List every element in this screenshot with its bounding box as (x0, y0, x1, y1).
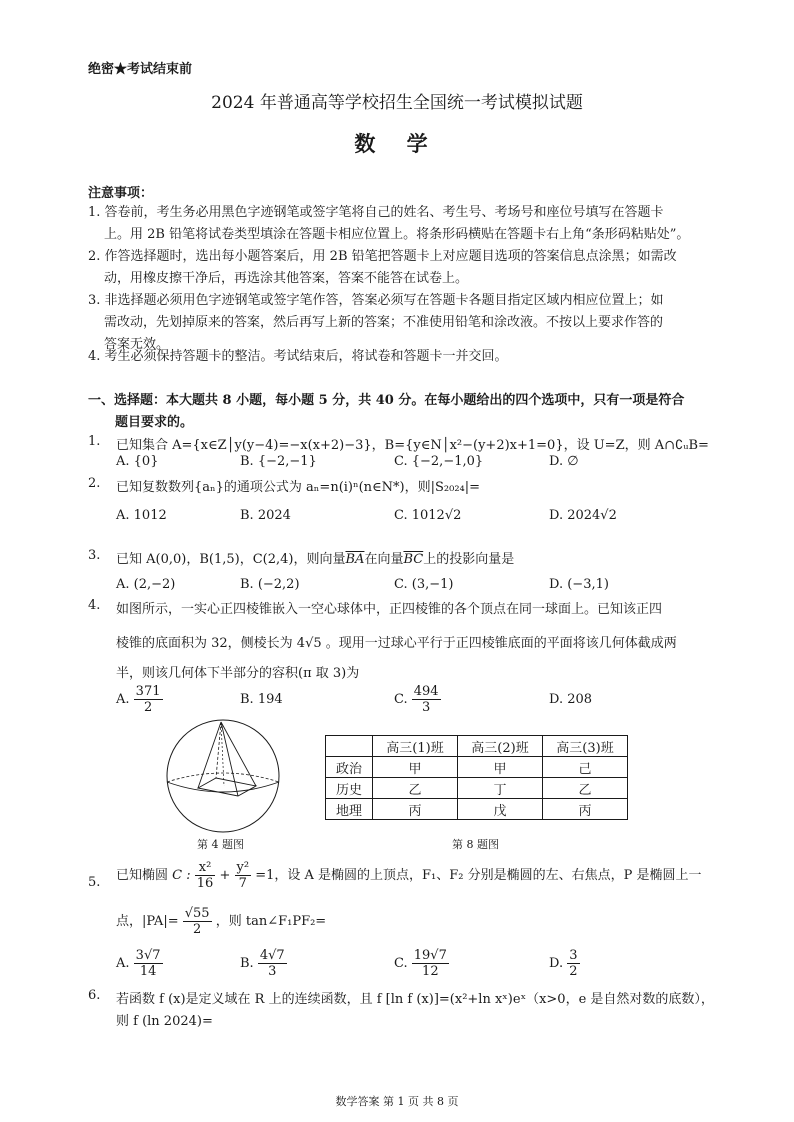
table-row (326, 799, 628, 820)
note-2-line-2: 动，用橡皮擦干净后，再选涂其他答案，答案不能答在试卷上。 (104, 271, 469, 286)
note-2-line-1: 2. 作答选择题时，选出每小题答案后，用 2B 铅笔把答题卡上对应题目选项的答案信息点涂黑；如需改 (88, 249, 677, 264)
table-row (326, 757, 628, 778)
q4-sphere-pyramid-figure (158, 716, 288, 834)
q4-option-c-fraction (412, 684, 441, 715)
note-1-line-1: 1. 答卷前，考生务必用黑色字迹钢笔或签字笔将自己的姓名、考生号、考场号和座位号填写在答题卡 (88, 205, 664, 220)
q4-option-a (116, 684, 163, 715)
q5-pa-text: 点，|PA|= (116, 914, 179, 929)
table-cell: 乙 (543, 778, 628, 799)
figure-8-caption: 第 8 题图 (452, 838, 499, 851)
q5-option-b-numerator: 4√7 (259, 948, 285, 963)
q5-pa-denominator: 2 (193, 922, 202, 937)
note-4 (88, 346, 710, 368)
pyramid-base (198, 778, 256, 796)
note-2 (88, 246, 710, 290)
section-1-heading (88, 390, 718, 434)
note-4-line-1: 4. 考生必须保持答题卡的整洁。考试结束后，将试卷和答题卡一并交回。 (88, 349, 508, 364)
q1-option-b: B. {−2,−1} (240, 454, 317, 469)
subject-title: 数 学 (354, 131, 440, 156)
q3-text (116, 548, 514, 567)
q2-option-c: C. 1012√2 (394, 508, 462, 523)
q5-number: 5. (88, 875, 101, 890)
q5-x-numerator: x² (195, 860, 216, 876)
q2-number: 2. (88, 476, 101, 491)
q5-option-c-fraction (412, 948, 449, 979)
table-cell: 甲 (373, 757, 458, 778)
q2-option-b: B. 2024 (240, 508, 291, 523)
q4-option-a-label: A. (116, 692, 130, 707)
page-footer: 数学答案 第 1 页 共 8 页 (335, 1095, 459, 1108)
q6-line-2: 则 f (ln 2024)= (116, 1014, 213, 1029)
q5-option-c-numerator: 19√7 (413, 948, 447, 963)
q5-option-d-fraction (567, 948, 579, 979)
q5-plus-sign: + (219, 868, 231, 883)
q5-option-a-denominator: 14 (139, 964, 157, 979)
q1-option-d: D. ∅ (549, 454, 579, 469)
q5-option-b (240, 948, 287, 979)
sphere-equator-front (167, 782, 279, 792)
sphere-equator-back (167, 773, 279, 782)
q4-option-c (394, 684, 441, 715)
table-cell: 甲 (458, 757, 543, 778)
notes-heading: 注意事项： (88, 186, 154, 201)
q3-option-a: A. (2,−2) (116, 577, 176, 592)
q8-class-table (325, 735, 628, 820)
table-row (326, 778, 628, 799)
q3-text-b: 在向量 (364, 552, 404, 567)
q3-vector-bc: $\overline{BC}$ (403, 552, 424, 567)
q4-line-3: 半，则该几何体下半部分的容积(π 取 3)为 (116, 666, 360, 681)
q4-line-2: 棱锥的底面积为 32，侧棱长为 4√5 。现用一过球心平行于正四棱锥底面的平面将该几何体截成两 (116, 636, 677, 651)
note-1 (88, 202, 710, 246)
q5-line-1 (116, 860, 702, 891)
q1-option-a: A. {0} (116, 454, 159, 469)
q5-option-a (116, 948, 163, 979)
section-1-line-2: 题目要求的。 (115, 415, 194, 430)
q5-option-d-label: D. (549, 956, 564, 971)
q5-option-a-numerator: 3√7 (135, 948, 161, 963)
q3-option-d: D. (−3,1) (549, 577, 609, 592)
table-header-class-3: 高三(3)班 (543, 736, 628, 757)
q4-option-b: B. 194 (240, 692, 283, 707)
table-cell: 己 (543, 757, 628, 778)
note-1-line-2: 上。用 2B 铅笔将试卷类型填涂在答题卡相应位置上。将条形码横贴在答题卡右上角“条形码粘贴处”。 (104, 227, 690, 242)
table-cell: 地理 (326, 799, 373, 820)
q3-vector-ba: $\overline{BA}$ (345, 552, 365, 567)
q5-option-b-fraction (258, 948, 287, 979)
q2-option-a: A. 1012 (116, 508, 167, 523)
q4-number: 4. (88, 598, 101, 613)
note-3-line-3: 答案无效。 (104, 337, 170, 352)
q5-y-numerator: y² (236, 860, 250, 875)
q5-y-fraction (235, 860, 252, 891)
q5-y-denominator: 7 (238, 876, 247, 891)
table-cell: 丙 (373, 799, 458, 820)
q2-text: 已知复数数列{aₙ}的通项公式为 aₙ=n(i)ⁿ(n∈N*)，则|S₂₀₂₄|= (116, 480, 481, 495)
table-header-class-2: 高三(2)班 (458, 736, 543, 757)
q1-text: 已知集合 A={x∈Z│y(y−4)=−x(x+2)−3}，B={y∈N│x²−(y+2)x+1=0}，设 U=Z，则 A∩∁ᵤB= (116, 438, 709, 453)
q4-option-c-denominator: 3 (422, 700, 431, 715)
q4-option-a-denominator: 2 (143, 700, 153, 715)
q6-number: 6. (88, 988, 101, 1003)
pyramid-edge-2 (221, 722, 238, 796)
q5-option-b-label: B. (240, 956, 254, 971)
q5-line-2 (116, 906, 326, 937)
q3-text-c: 上的投影向量是 (423, 552, 515, 567)
note-3-line-1: 3. 非选择题必须用色字迹钢笔或签字笔作答，答案必须写在答题卡各题目指定区域内相应位置上；如 (88, 293, 664, 308)
q5-option-b-denominator: 3 (268, 964, 277, 979)
q4-line-1: 如图所示，一实心正四棱锥嵌入一空心球体中，正四棱锥的各个顶点在同一球面上。已知该正四 (116, 602, 663, 617)
q5-text-a: 已知椭圆 (116, 868, 169, 883)
table-cell: 丁 (458, 778, 543, 799)
table-header-class-1: 高三(1)班 (373, 736, 458, 757)
q5-x-denominator: 16 (196, 876, 214, 891)
q2-option-d: D. 2024√2 (549, 508, 617, 523)
q5-option-d (549, 948, 580, 979)
q3-text-a: 已知 A(0,0)，B(1,5)，C(2,4)，则向量 (116, 552, 346, 567)
q5-option-c (394, 948, 449, 979)
q5-option-c-label: C. (394, 956, 408, 971)
pyramid-edge-3 (221, 722, 256, 786)
q1-option-c: C. {−2,−1,0} (394, 454, 484, 469)
section-1-line-1: 一、选择题：本大题共 8 小题，每小题 5 分，共 40 分。在每小题给出的四个选项中，只有一项是符合 (88, 393, 685, 408)
table-cell: 历史 (326, 778, 373, 799)
q5-ellipse-name: C : (172, 868, 191, 883)
q5-pa-fraction (183, 906, 212, 937)
table-header-corner (326, 736, 373, 757)
table-cell: 乙 (373, 778, 458, 799)
note-3-line-2: 需改动，先划掉原来的答案，然后再写上新的答案；不准使用铅笔和涂改液。不按以上要求作答的 (104, 315, 664, 330)
q5-option-d-numerator: 3 (569, 948, 578, 963)
q1-number: 1. (88, 434, 101, 449)
q5-pa-numerator: √55 (184, 906, 210, 921)
q5-option-a-fraction (134, 948, 163, 979)
table-cell: 政治 (326, 757, 373, 778)
sphere-outline (167, 720, 279, 832)
q4-option-d: D. 208 (549, 692, 593, 707)
q3-number: 3. (88, 548, 101, 563)
q5-option-a-label: A. (116, 956, 130, 971)
q5-option-c-denominator: 12 (422, 964, 439, 979)
q4-option-c-label: C. (394, 692, 408, 707)
table-header-row (326, 736, 628, 757)
q6-line-1: 若函数 f (x)是定义域在 R 上的连续函数，且 f [ln f (x)]=(x²+ln xˣ)eˣ（x>0，e 是自然对数的底数）， (116, 992, 714, 1007)
q3-option-c: C. (3,−1) (394, 577, 454, 592)
q3-option-b: B. (−2,2) (240, 577, 300, 592)
q4-option-a-numerator: 371 (135, 684, 161, 699)
exam-title: 2024 年普通高等学校招生全国统一考试模拟试题 (211, 93, 583, 113)
q5-option-d-denominator: 2 (569, 964, 578, 979)
table-cell: 丙 (543, 799, 628, 820)
q4-option-a-fraction (134, 684, 163, 715)
q4-option-c-numerator: 494 (413, 684, 439, 699)
q5-tan-text: ，则 tan∠F₁PF₂= (215, 914, 327, 929)
q5-x-fraction (195, 860, 216, 891)
confidential-mark: 绝密★考试结束前 (88, 62, 193, 77)
q5-text-b: =1，设 A 是椭圆的上顶点，F₁、F₂ 分别是椭圆的左、右焦点，P 是椭圆上一 (255, 868, 702, 883)
table-cell: 戊 (458, 799, 543, 820)
figure-4-caption: 第 4 题图 (197, 838, 244, 851)
